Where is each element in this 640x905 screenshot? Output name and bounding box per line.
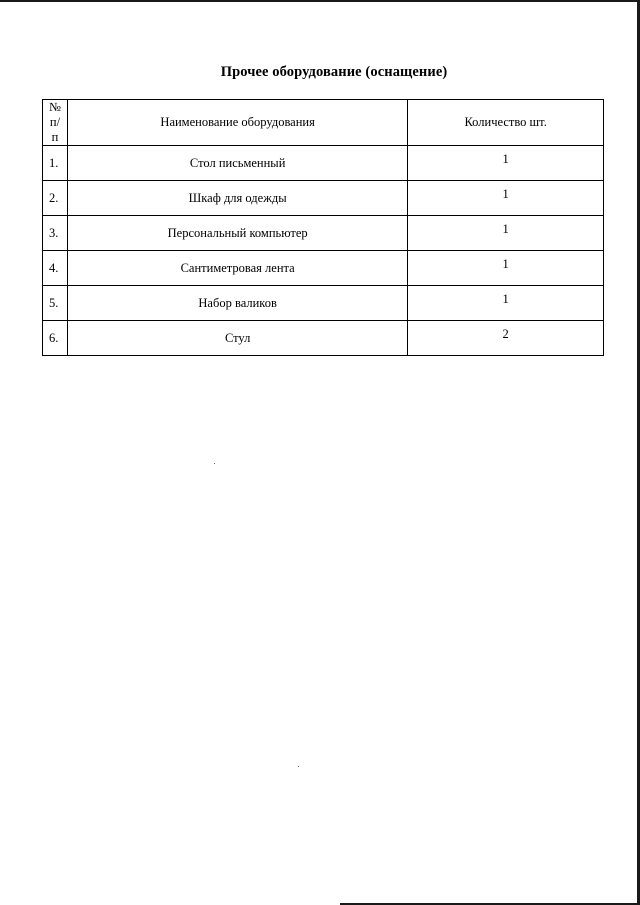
row-quantity: 1 [408, 251, 604, 286]
header-equipment-name: Наименование оборудования [67, 100, 407, 146]
row-number: 1. [43, 146, 68, 181]
row-quantity: 1 [408, 146, 604, 181]
table-row [43, 251, 604, 286]
row-number: 4. [43, 251, 68, 286]
row-quantity: 1 [408, 286, 604, 321]
header-number [43, 100, 68, 146]
row-equipment-name: Сантиметровая лента [67, 251, 407, 286]
row-quantity: 2 [408, 321, 604, 356]
scan-edge-top [0, 0, 640, 2]
row-number: 3. [43, 216, 68, 251]
row-quantity: 1 [408, 181, 604, 216]
row-number: 2. [43, 181, 68, 216]
table-row [43, 321, 604, 356]
row-equipment-name: Стул [67, 321, 407, 356]
header-number-symbol: № [49, 100, 61, 114]
table-row [43, 146, 604, 181]
header-quantity: Количество шт. [408, 100, 604, 146]
row-equipment-name: Стол письменный [67, 146, 407, 181]
row-equipment-name: Персональный компьютер [67, 216, 407, 251]
header-number-abbrev: п/п [49, 115, 61, 144]
row-equipment-name: Шкаф для одежды [67, 181, 407, 216]
equipment-table [42, 99, 604, 356]
table-row [43, 286, 604, 321]
row-number: 6. [43, 321, 68, 356]
row-quantity: 1 [408, 216, 604, 251]
table-row [43, 216, 604, 251]
scan-speck [298, 766, 299, 767]
row-number: 5. [43, 286, 68, 321]
row-equipment-name: Набор валиков [67, 286, 407, 321]
scan-speck [214, 463, 215, 464]
table-row [43, 181, 604, 216]
document-title: Прочее оборудование (оснащение) [220, 64, 448, 80]
table-header-row [43, 100, 604, 146]
